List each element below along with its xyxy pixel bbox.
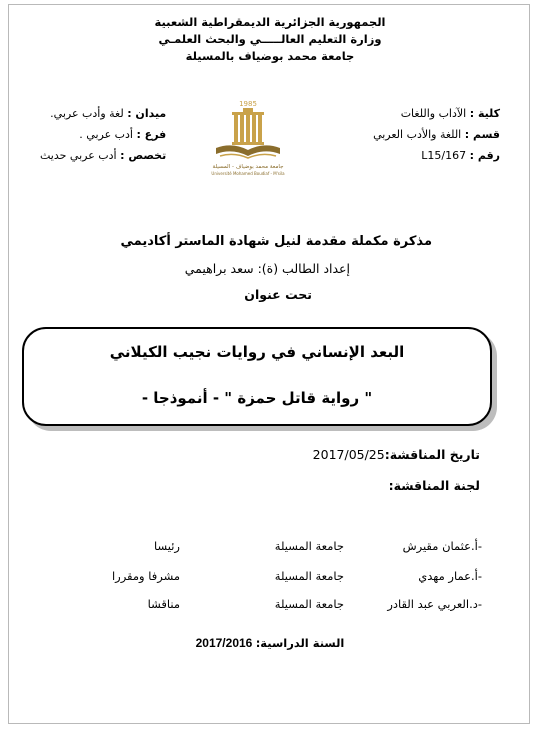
committee-member-role: رئيسا bbox=[154, 539, 180, 553]
defense-date-label: تاريخ المناقشة: bbox=[384, 447, 480, 462]
committee-member-university: جامعة المسيلة bbox=[274, 597, 344, 611]
info-faculty: كلية : الآداب واللغات bbox=[400, 107, 500, 120]
info-specialty: تخصص : أدب عربي حديث bbox=[40, 149, 167, 162]
thesis-main-title: البعد الإنساني في روايات نجيب الكيلاني bbox=[109, 343, 405, 361]
thesis-description: مذكرة مكملة مقدمة لنيل شهادة الماستر أكاديمي bbox=[120, 234, 432, 249]
defense-date-value: 2017/05/25 bbox=[312, 447, 385, 462]
academic-year bbox=[0, 636, 540, 650]
logo-caption-arabic: جامعة محمد بوضياف - المسيلة bbox=[212, 164, 284, 170]
committee-member-role: مشرفا ومقررا bbox=[111, 569, 180, 583]
academic-year-value: 2017/2016 bbox=[195, 636, 256, 650]
info-right bbox=[373, 103, 500, 166]
committee-member-name: -د.العربي عبد القادر bbox=[387, 597, 482, 611]
committee-member-university: جامعة المسيلة bbox=[274, 569, 344, 583]
academic-year-label: السنة الدراسية: bbox=[255, 636, 345, 650]
info-field: ميدان : لغة وأدب عربي. bbox=[50, 107, 167, 120]
thesis-subtitle: " رواية قاتل حمزة " - أنموذجا - bbox=[141, 389, 373, 407]
info-department: قسم : اللغة والأدب العربي bbox=[373, 128, 500, 141]
info-branch: فرع : أدب عربي . bbox=[79, 128, 167, 141]
header-ministry: وزارة التعليم العالـــــي والبحث العلمـي bbox=[158, 32, 382, 46]
under-title-label: تحت عنوان bbox=[244, 287, 312, 302]
committee-member-role: مناقشا bbox=[147, 597, 180, 611]
committee-member-university: جامعة المسيلة bbox=[274, 539, 344, 553]
logo-year: 1985 bbox=[239, 100, 257, 108]
header bbox=[0, 14, 540, 65]
committee-member-name: -أ.عثمان مقيرش bbox=[402, 539, 482, 553]
logo-caption-french: Université Mohamed Boudiaf - M'sila bbox=[211, 171, 285, 176]
title-box bbox=[22, 327, 492, 426]
header-republic: الجمهورية الجزائرية الديمقراطية الشعبية bbox=[154, 15, 386, 29]
info-left bbox=[40, 103, 166, 166]
committee-member-name: -أ.عمار مهدي bbox=[418, 569, 482, 583]
committee-label: لجنة المناقشة: bbox=[388, 478, 480, 493]
header-university: جامعة محمد بوضياف بالمسيلة bbox=[185, 49, 355, 63]
info-number: رقم : L15/167 bbox=[421, 149, 500, 162]
university-logo-icon bbox=[206, 98, 290, 178]
defense-date bbox=[313, 447, 480, 462]
student-line: إعداد الطالب (ة): سعد براهيمي bbox=[184, 261, 350, 276]
